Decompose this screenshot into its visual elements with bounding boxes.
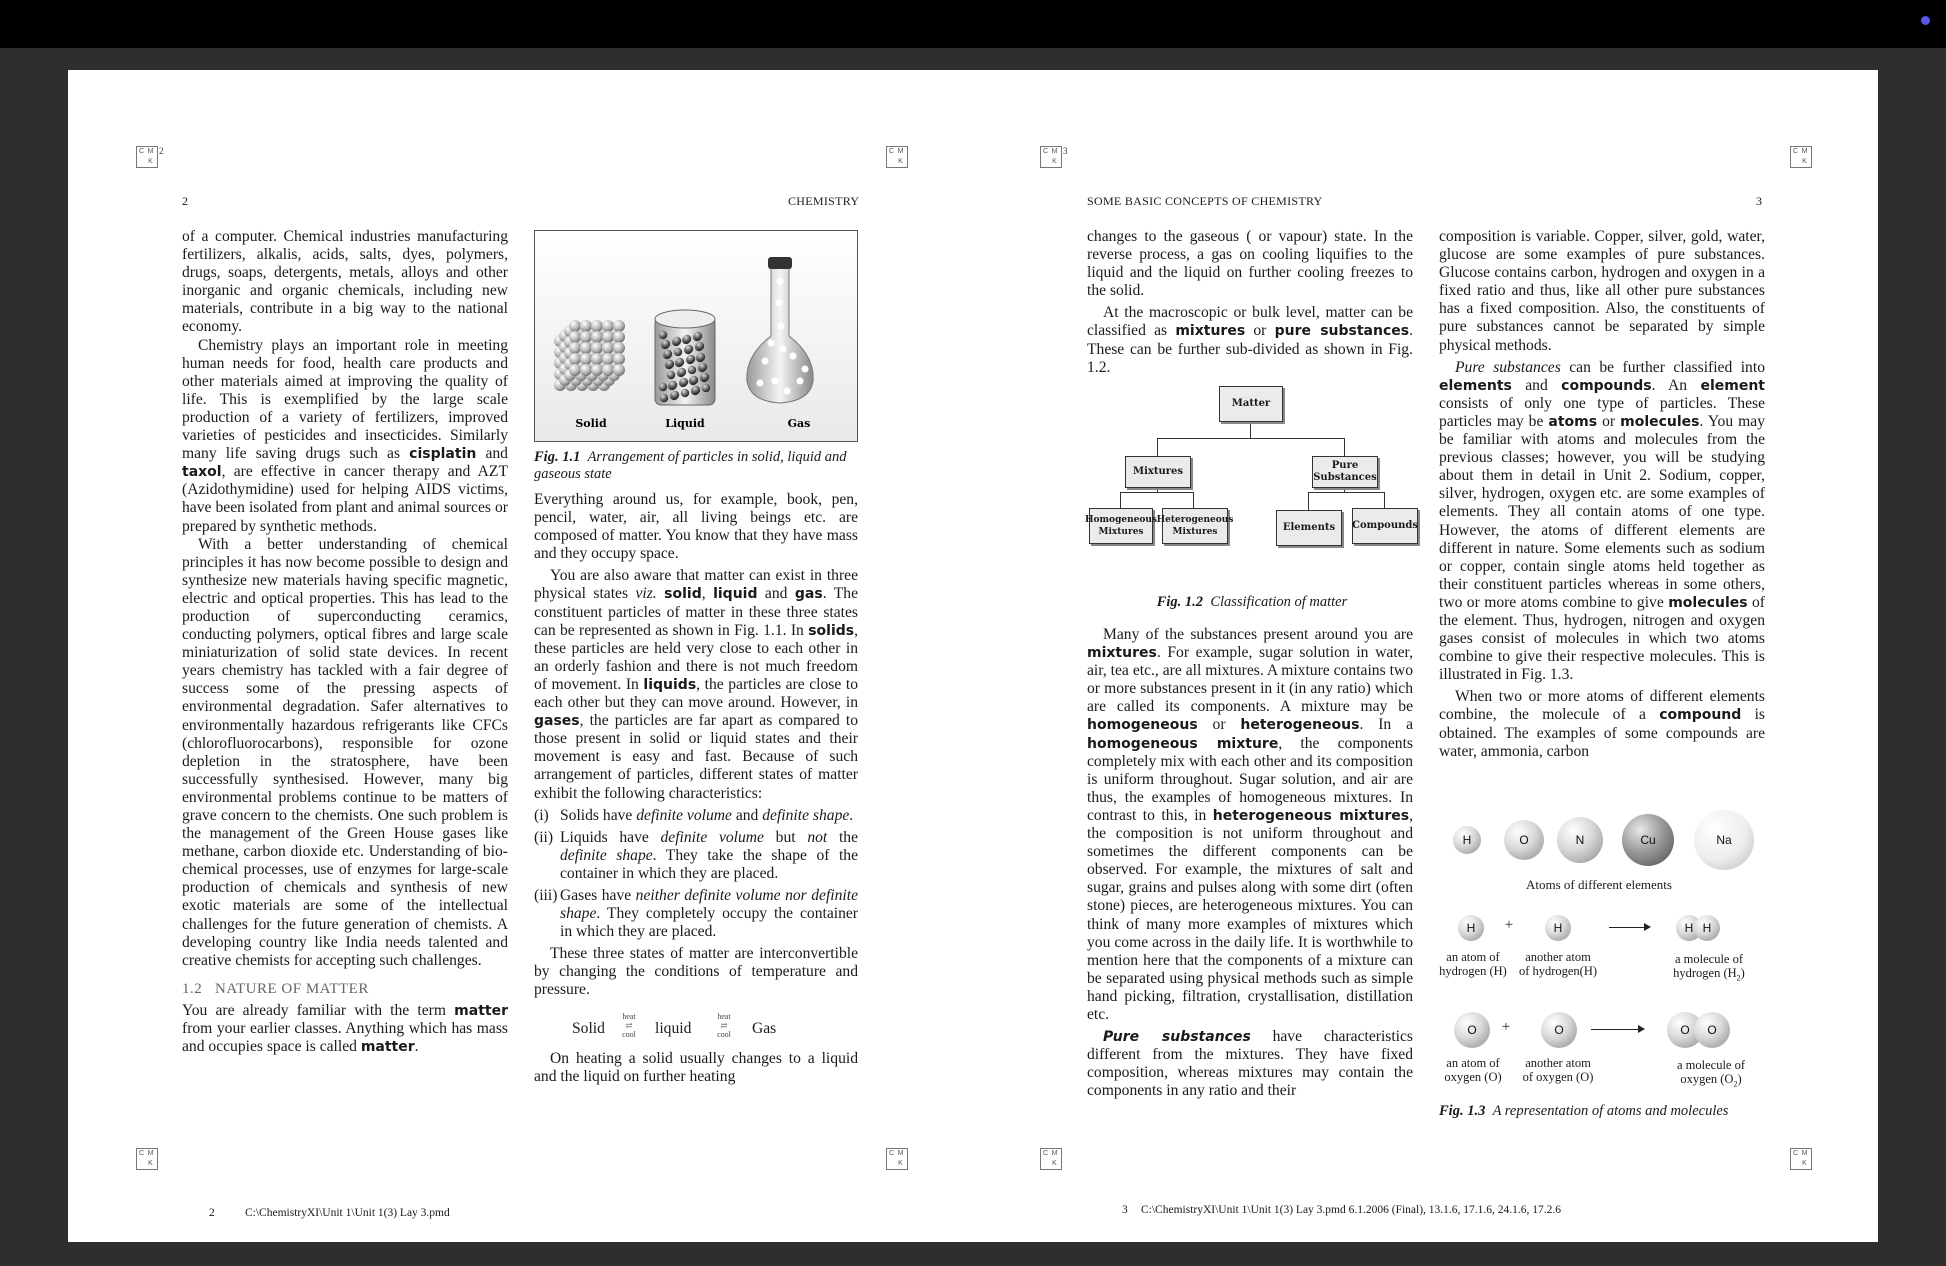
registration-mark: C M K bbox=[886, 146, 908, 168]
beaker-icon bbox=[655, 310, 715, 405]
right-running-head: SOME BASIC CONCEPTS OF CHEMISTRY bbox=[1087, 194, 1323, 208]
registration-mark: C M K bbox=[1040, 146, 1062, 168]
paragraph: You are also aware that matter can exist in three physical states viz. solid, liquid and gas. The constituent particles of matter in these three states can be represented as shown in Fig. 1.1. In solids, these particles are held very close to each other in an orderly fashion and there is not much freedom of movement. In liquids, the particles are close to each other but they can move around. However, in gases, the particles are far apart as compared to those present in solid or liquid states and their movement is easy and fast. Because of such arrangement of particles, different states of matter exhibit the following characteristics: bbox=[534, 567, 858, 802]
eq-solid: Solid bbox=[572, 1019, 605, 1037]
arrow-icon bbox=[1591, 1029, 1643, 1030]
sodium-atom-icon: Na bbox=[1694, 810, 1754, 870]
figure-1-2-caption: Fig. 1.2 Classification of matter bbox=[1156, 594, 1348, 610]
paragraph: Many of the substances present around you are mixtures. For example, sugar solution in water, air, tea etc., are all mixtures. A mixture contains two or more substances present in it (in any ratio) which are called its components. A mixture may be homogeneous or heterogeneous. In a homogeneous mixture, the components completely mix with each other and its composition is uniform throughout. Sugar solution, and air are thus, the examples of homogeneous mixtures. In contrast to this, in heterogeneous mixtures, the composition is not uniform throughout and sometimes the different components can be observed. For example, the mixtures of salt and sugar, grains and pulses along with some dirt (often stone) pieces, are heterogeneous mixtures. You can think of many more examples of mixtures which you come across in the daily life. It is worthwhile to mention here that the components of a mixture can be separated using physical methods such as simple hand picking, filtration, crystallisation, distillation etc. bbox=[1087, 626, 1413, 1023]
connector bbox=[1120, 492, 1121, 508]
matter-box: Matter bbox=[1219, 386, 1283, 422]
registration-number: 3 bbox=[1063, 146, 1068, 156]
hydrogen-atom-icon: H bbox=[1676, 915, 1702, 941]
figure-1-2-classification-diagram bbox=[1087, 386, 1417, 556]
paragraph: These three states of matter are interconvertible by changing the conditions of temperature and pressure. bbox=[534, 945, 858, 999]
left-footer-path: C:\ChemistryXI\Unit 1\Unit 1(3) Lay 3.pmd bbox=[245, 1207, 450, 1219]
paragraph: When two or more atoms of different elements combine, the molecule of a compound is obtained. The examples of some compounds are water, ammonia, carbon bbox=[1439, 688, 1765, 760]
paragraph: composition is variable. Copper, silver, gold, water, glucose are some examples of pure substances. Glucose contains carbon, hydrogen and oxygen in a fixed ratio and thus, like all other pure substances has a fixed composition. Also, the constituents of pure substances cannot be separated by simple physical methods. bbox=[1439, 228, 1765, 354]
figure-1-3-caption: Fig. 1.3 A representation of atoms and molecules bbox=[1439, 1103, 1729, 1119]
oxygen-atom-icon: O bbox=[1541, 1012, 1577, 1048]
connector bbox=[1308, 492, 1385, 493]
oxygen-atom-icon: O bbox=[1504, 820, 1544, 860]
paragraph: With a better understanding of chemical principles it has now become possible to design and synthesize new materials having specific magnetic, electric and optical properties. This has lead to the production of superconducting ceramics, conducting polymers, optical fibres and large scale miniaturization of solid state devices. In recent years chemistry has tackled with a fair degree of success some of the pressing aspects of environmental degradation. Safer alternatives to environmentally hazardous refrigerants like CFCs (chlorofluorocarbons), responsible for ozone depletion in the stratosphere, have been successfully synthesised. However, many big environmental problems continue to be matters of grave concern to the chemists. One such problem is the management of the Green House gases like methane, carbon dioxide etc. Understanding of bio-chemical processes, use of enzymes for large-scale production of chemicals and synthesis of new exotic materials are some of the intellectual challenges for the future generation of chemists. A developing country like India needs talented and creative chemists for accepting such challenges. bbox=[182, 535, 508, 969]
left-running-head: CHEMISTRY bbox=[788, 194, 860, 208]
list-item: (iii) Gases have neither definite volume nor definite shape. They completely occupy the container in which they are placed. bbox=[534, 886, 858, 941]
section-heading: 1.2 NATURE OF MATTER bbox=[182, 980, 369, 997]
hydrogen-atom-icon: H bbox=[1458, 915, 1484, 941]
copper-atom-icon: Cu bbox=[1622, 814, 1674, 866]
o2-molecule-label: a molecule of oxygen $(O_2)$ bbox=[1676, 1058, 1746, 1089]
registration-mark: C M K bbox=[1040, 1148, 1062, 1170]
connector bbox=[1157, 438, 1345, 439]
connector bbox=[1250, 420, 1251, 438]
right-page-column-1-continued bbox=[1087, 626, 1413, 1100]
oxygen-atom-icon: O bbox=[1454, 1012, 1490, 1048]
heterogeneous-mixtures-box: Heterogeneous Mixtures bbox=[1162, 508, 1228, 544]
arrow-icon bbox=[1609, 927, 1649, 928]
left-page-column-1 bbox=[182, 228, 508, 1056]
status-dot-icon bbox=[1921, 16, 1930, 25]
registration-mark: C M K bbox=[1790, 146, 1812, 168]
hydrogen-atom-icon: H bbox=[1453, 826, 1481, 854]
right-page-number: 3 bbox=[1756, 194, 1763, 208]
liquid-label: Liquid bbox=[665, 417, 705, 430]
atoms-label: Atoms of different elements bbox=[1526, 877, 1672, 892]
homogeneous-mixtures-box: Homogeneous Mixtures bbox=[1089, 508, 1153, 544]
eq-arrow-1: heat ⇄ cool bbox=[622, 1011, 636, 1039]
connector bbox=[1193, 492, 1194, 508]
compounds-box: Compounds bbox=[1352, 508, 1418, 544]
gas-label: Gas bbox=[787, 417, 811, 430]
paragraph: You are already familiar with the term matter from your earlier classes. Anything which has mass and occupies space is called matter. bbox=[182, 1001, 508, 1056]
pure-substances-box: Pure Substances bbox=[1312, 456, 1378, 488]
right-page-column-2 bbox=[1439, 228, 1765, 761]
elements-box: Elements bbox=[1276, 510, 1342, 546]
registration-mark: C M K bbox=[1790, 1148, 1812, 1170]
paragraph: Everything around us, for example, book, pen, pencil, water, air, all living beings etc. are composed of matter. You know that they have mass and they occupy space. bbox=[534, 491, 858, 563]
list-item: (ii) Liquids have definite volume but not the definite shape. They take the shape of the container in which they are placed. bbox=[534, 828, 858, 882]
figure-1-1-states-of-matter bbox=[534, 230, 858, 442]
right-footer-path: C:\ChemistryXI\Unit 1\Unit 1(3) Lay 3.pmd 6.1.2006 (Final), 13.1.6, 17.1.6, 24.1.6, 17.2.6 bbox=[1141, 1204, 1562, 1216]
eq-arrow-2: heat ⇄ cool bbox=[717, 1011, 731, 1039]
connector bbox=[1157, 438, 1158, 456]
list-item: (i) Solids have definite volume and definite shape. bbox=[534, 806, 854, 824]
hydrogen-atom-icon: H bbox=[1545, 915, 1571, 941]
left-page-number: 2 bbox=[182, 194, 189, 208]
plus-sign: + bbox=[1501, 1019, 1511, 1035]
connector bbox=[1384, 492, 1385, 508]
o-atom-label: an atom of oxygen (O) bbox=[1444, 1056, 1502, 1084]
figure-1-3-atoms-molecules bbox=[1439, 810, 1769, 1182]
figure-1-1-caption: Fig. 1.1 Arrangement of particles in solid, liquid and gaseous state bbox=[534, 449, 847, 482]
particle-arrangement-illustration bbox=[535, 231, 857, 441]
mixtures-box: Mixtures bbox=[1125, 456, 1191, 488]
flask-icon bbox=[747, 257, 813, 403]
book-spread bbox=[68, 70, 1878, 1242]
nitrogen-atom-icon: N bbox=[1557, 817, 1603, 863]
eq-gas: Gas bbox=[752, 1019, 777, 1037]
characteristics-list bbox=[534, 807, 858, 942]
connector bbox=[1120, 492, 1194, 493]
connector bbox=[1344, 438, 1345, 456]
oxygen-atom-icon: O bbox=[1694, 1012, 1730, 1048]
h-atom-label: an atom of hydrogen (H) bbox=[1439, 950, 1507, 978]
plus-sign: + bbox=[1504, 917, 1514, 933]
right-page-column-1 bbox=[1087, 228, 1413, 377]
h-other-atom-label: another atom of hydrogen(H) bbox=[1518, 950, 1598, 978]
h2-molecule-label: a molecule of hydrogen $(H_2)$ bbox=[1673, 952, 1745, 983]
oxygen-atom-icon: O bbox=[1667, 1012, 1703, 1048]
registration-mark: C M K bbox=[136, 1148, 158, 1170]
paragraph: On heating a solid usually changes to a liquid and the liquid on further heating bbox=[534, 1049, 858, 1085]
eq-liquid: liquid bbox=[655, 1019, 692, 1037]
paragraph: of a computer. Chemical industries manufacturing fertilizers, alkalis, acids, salts, dyes, polymers, drugs, soaps, detergents, metals, alloys and other inorganic and organic chemicals, including new materials, contribute in a big way to the national economy. bbox=[182, 228, 508, 336]
paragraph: Chemistry plays an important role in meeting human needs for food, health care products and other materials aimed at improving the quality of life. This is exemplified by the large scale production of a variety of fertilizers, improved varieties of pesticides and insecticides. Similarly many life saving drugs such as cisplatin and taxol, are effective in cancer therapy and AZT (Azidothymidine) used for helping AIDS victims, have been isolated from plant and animal sources or prepared by synthetic methods. bbox=[182, 336, 508, 535]
right-footer-page: 3 bbox=[1122, 1204, 1128, 1216]
viewer-top-bar bbox=[0, 0, 1946, 48]
left-page-column-2 bbox=[534, 491, 858, 1086]
registration-mark: C M K bbox=[136, 146, 158, 168]
o-other-atom-label: another atom of oxygen (O) bbox=[1522, 1056, 1594, 1084]
paragraph: changes to the gaseous ( or vapour) state. In the reverse process, a gas on cooling liquifies to the liquid and the liquid on further cooling freezes to the solid. bbox=[1087, 228, 1413, 300]
registration-mark: C M K bbox=[886, 1148, 908, 1170]
paragraph: Pure substances can be further classified into elements and compounds. An element consists of only one type of particles. These particles may be atoms or molecules. You may be familiar with atoms and molecules from the previous classes; however, you will be studying about them in detail in Unit 2. Sodium, copper, silver, hydrogen, oxygen etc. are some examples of elements. They all contain atoms of one type. However, the atoms of different elements are different in nature. Some elements such as sodium or copper, contain single atoms held together as their constituent particles whereas in some others, two or more atoms combine to give molecules of the element. Thus, hydrogen, nitrogen and oxygen gases consist of molecules in which two atoms combine to give their respective molecules. This is illustrated in Fig. 1.3. bbox=[1439, 358, 1765, 684]
solid-cube-icon bbox=[554, 320, 625, 391]
left-footer-page: 2 bbox=[209, 1207, 215, 1219]
registration-number: 2 bbox=[159, 146, 164, 156]
connector bbox=[1308, 492, 1309, 510]
paragraph: At the macroscopic or bulk level, matter can be classified as mixtures or pure substances. These can be further sub-divided as shown in Fig. 1.2. bbox=[1087, 304, 1413, 376]
solid-label: Solid bbox=[575, 417, 607, 430]
hydrogen-atom-icon: H bbox=[1694, 915, 1720, 941]
paragraph: Pure substances have characteristics different from the mixtures. They have fixed composition, whereas mixtures may contain the components in any ratio and their bbox=[1087, 1028, 1413, 1100]
state-conversion-equation bbox=[534, 1008, 858, 1048]
